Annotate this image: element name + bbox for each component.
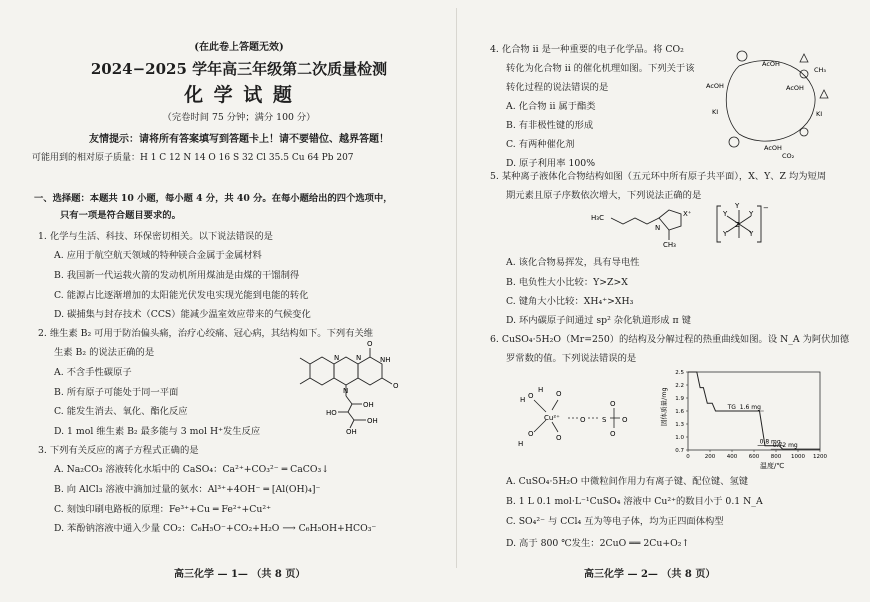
svg-text:O: O	[528, 392, 534, 400]
svg-text:H₃C: H₃C	[591, 214, 604, 222]
exam-title: 2024−2025 学年高三年级第二次质量检测	[90, 60, 388, 78]
q5-option-c: C. 键角大小比较：XH₄⁺>XH₃	[506, 296, 634, 307]
footer-left: 高三化学 — 1— （共 8 页）	[174, 569, 306, 580]
q5-option-b: B. 电负性大小比较：Y>Z>X	[506, 277, 628, 288]
section-title-2: 只有一项是符合题目要求的。	[60, 210, 181, 221]
tg-x-tick-label: 0	[686, 454, 690, 460]
q4-stem-3: 转化过程的说法错误的是	[506, 82, 609, 93]
svg-text:O: O	[610, 400, 616, 408]
cuso4-structure	[514, 378, 644, 464]
q3-option-c: C. 刻蚀印刷电路板的原理：Fe³⁺+Cu ═ Fe²⁺+Cu²⁺	[54, 504, 272, 515]
svg-text:N: N	[356, 354, 362, 362]
q6-stem-2: 罗常数的值。下列说法错误的是	[506, 353, 637, 364]
q3-stem: 3. 下列有关反应的离子方程式正确的是	[38, 445, 199, 456]
tg-series-label: TG	[727, 404, 736, 411]
tg-y-tick-label: 1.0	[675, 435, 684, 441]
tg-x-tick-label: 400	[726, 454, 738, 460]
tg-annotation-label: 1.6 mg	[739, 404, 761, 411]
q1-option-b: B. 我国新一代运载火箭的发动机所用煤油是由煤的干馏制得	[54, 270, 300, 281]
tg-y-tick-label: 1.3	[675, 422, 684, 428]
q2-option-c: C. 能发生消去、氧化、酯化反应	[54, 406, 188, 417]
svg-text:O: O	[367, 340, 373, 348]
svg-text:OH: OH	[363, 401, 374, 409]
svg-text:O: O	[610, 430, 616, 438]
svg-text:O: O	[580, 416, 586, 424]
tg-x-tick-label: 1200	[813, 454, 827, 460]
q4-option-d: D. 原子利用率 100%	[506, 158, 596, 169]
svg-text:CH₃: CH₃	[663, 241, 676, 248]
q4-option-a: A. 化合物 ii 属于酯类	[506, 101, 596, 112]
svg-text:Y: Y	[735, 202, 740, 210]
tg-y-tick-label: 1.9	[675, 396, 684, 402]
q5-stem: 5. 某种离子液体化合物结构如图（五元环中所有原子共平面），X、Y、Z 均为短周	[490, 171, 827, 182]
q6-option-d: D. 高于 800 ℃发生：2CuO ══ 2Cu+O₂↑	[506, 538, 690, 549]
tg-y-tick-label: 2.5	[675, 370, 684, 376]
tg-annotation-label: 0.72 mg	[772, 442, 798, 450]
q5-option-d: D. 环内碳原子间通过 sp² 杂化轨道形成 π 键	[506, 315, 691, 326]
q6-option-c: C. SO₄²⁻ 与 CCl₄ 互为等电子体，均为正四面体构型	[506, 516, 724, 527]
q5-stem-2: 期元素且原子序数依次增大，下列说法正确的是	[506, 190, 702, 201]
q2-option-b: B. 所有原子可能处于同一平面	[54, 387, 179, 398]
q4-option-b: B. 有非极性键的形成	[506, 120, 594, 131]
svg-text:Cu²⁺: Cu²⁺	[544, 414, 560, 422]
cycle-label-7: CH₃	[814, 66, 827, 74]
cycle-label-5: KI	[816, 110, 823, 118]
svg-text:OH: OH	[346, 428, 357, 434]
cycle-label-6: AcOH	[764, 144, 782, 152]
friendly-tip: 友情提示：请将所有答案填写到答题卡上！请不要错位、越界答题！	[89, 134, 389, 145]
svg-text:S: S	[602, 416, 607, 424]
q2-stem: 2. 维生素 B₂ 可用于防治偏头痛，治疗心绞痛、冠心病，其结构如下。下列有关维	[38, 328, 374, 339]
svg-text:H: H	[520, 396, 526, 404]
tg-x-tick-label: 1000	[791, 454, 805, 460]
svg-text:Y: Y	[723, 210, 728, 218]
svg-text:O: O	[556, 434, 562, 442]
q2-stem-2: 生素 B₂ 的说法正确的是	[54, 347, 155, 358]
tg-x-tick-label: 600	[748, 454, 760, 460]
footer-right: 高三化学 — 2— （共 8 页）	[584, 569, 716, 580]
vitamin-b2-structure	[296, 322, 430, 434]
svg-text:OH: OH	[367, 417, 378, 425]
atomic-mass: 可能用到的相对原子质量：H 1 C 12 N 14 O 16 S 32 Cl 35.5 Cu 64 Pb 207	[32, 153, 354, 163]
svg-text:O: O	[556, 390, 562, 398]
q1-stem: 1. 化学与生活、科技、环保密切相关。以下说法错误的是	[38, 231, 273, 242]
cycle-label-3: AcOH	[786, 84, 804, 92]
q4-stem-2: 转化为化合物 ii 的催化机理如图。下列关于该	[506, 63, 695, 74]
svg-text:O: O	[393, 382, 399, 390]
notice: (在此卷上答题无效)	[194, 42, 284, 53]
tg-y-axis-label: 固体质量/mg	[660, 387, 668, 426]
q3-option-d: D. 苯酚钠溶液中通入少量 CO₂：C₆H₅O⁻+CO₂+H₂O ⟶ C₆H₅OH+HCO₃⁻	[54, 523, 377, 534]
cycle-label-4: KI	[712, 108, 719, 116]
q3-option-b: B. 向 AlCl₃ 溶液中滴加过量的氨水：Al³⁺+4OH⁻ ═ [Al(OH)₄]⁻	[54, 484, 321, 495]
q3-option-a: A. Na₂CO₃ 溶液转化水垢中的 CaSO₄：Ca²⁺+CO₃²⁻ ═ CaCO₃↓	[54, 464, 330, 475]
svg-text:O: O	[528, 430, 534, 438]
tg-x-axis-label: 温度/℃	[760, 462, 785, 470]
q1-option-d: D. 碳捕集与封存技术（CCS）能减少温室效应带来的气候变化	[54, 309, 311, 320]
svg-text:HO: HO	[326, 409, 337, 417]
svg-text:N: N	[655, 224, 661, 232]
tg-annotation-label: 0.8 mg	[759, 438, 781, 446]
tg-y-tick-label: 0.7	[675, 448, 684, 454]
catalytic-cycle-diagram	[704, 38, 834, 158]
svg-text:NH: NH	[380, 356, 391, 364]
tg-x-tick-label: 200	[704, 454, 716, 460]
svg-text:O: O	[622, 416, 628, 424]
cycle-label-2: AcOH	[706, 82, 724, 90]
tg-chart	[658, 366, 828, 470]
ionic-liquid-structure	[589, 200, 779, 248]
q2-option-a: A. 不含手性碳原子	[54, 367, 132, 378]
svg-text:N: N	[334, 354, 340, 362]
section-title: 一、选择题：本题共 10 小题，每小题 4 分，共 40 分。在每小题给出的四个选项中，	[34, 193, 393, 204]
svg-text:Y: Y	[723, 230, 728, 238]
column-divider	[456, 8, 457, 568]
subject-title: 化 学 试 题	[184, 84, 294, 106]
q6-stem: 6. CuSO₄·5H₂O（Mr=250）的结构及分解过程的热重曲线如图。设 N_A 为阿伏加德	[490, 334, 850, 345]
q6-option-b: B. 1 L 0.1 mol·L⁻¹CuSO₄ 溶液中 Cu²⁺的数目小于 0.1 N_A	[506, 496, 763, 507]
svg-text:Y: Y	[749, 230, 754, 238]
q2-option-d: D. 1 mol 维生素 B₂ 最多能与 3 mol H⁺发生反应	[54, 426, 261, 437]
q6-option-a: A. CuSO₄·5H₂O 中微粒间作用力有离子键、配位键、氢键	[506, 476, 749, 487]
svg-text:H: H	[538, 386, 544, 394]
tg-y-tick-label: 1.6	[675, 409, 684, 415]
q5-option-a: A. 该化合物易挥发，具有导电性	[506, 257, 640, 268]
q4-option-c: C. 有两种催化剂	[506, 139, 575, 150]
q4-stem: 4. 化合物 ii 是一种重要的电子化学品。将 CO₂	[490, 44, 684, 55]
svg-text:−: −	[763, 204, 769, 212]
q1-option-a: A. 应用于航空航天领域的特种镁合金属于金属材料	[54, 250, 262, 261]
cycle-label-8: CO₂	[782, 152, 795, 158]
time-info: （完卷时间 75 分钟；满分 100 分）	[162, 112, 316, 123]
tg-x-tick-label: 800	[770, 454, 782, 460]
cycle-label-1: AcOH	[762, 60, 780, 68]
tg-y-tick-label: 2.2	[675, 383, 684, 389]
svg-text:X⁺: X⁺	[683, 210, 692, 218]
svg-text:Y: Y	[749, 210, 754, 218]
q1-option-c: C. 能源占比逐渐增加的太阳能光伏发电实现光能到电能的转化	[54, 290, 309, 301]
svg-text:H: H	[518, 440, 524, 448]
svg-text:N: N	[343, 387, 349, 395]
svg-text:Z: Z	[735, 221, 740, 229]
